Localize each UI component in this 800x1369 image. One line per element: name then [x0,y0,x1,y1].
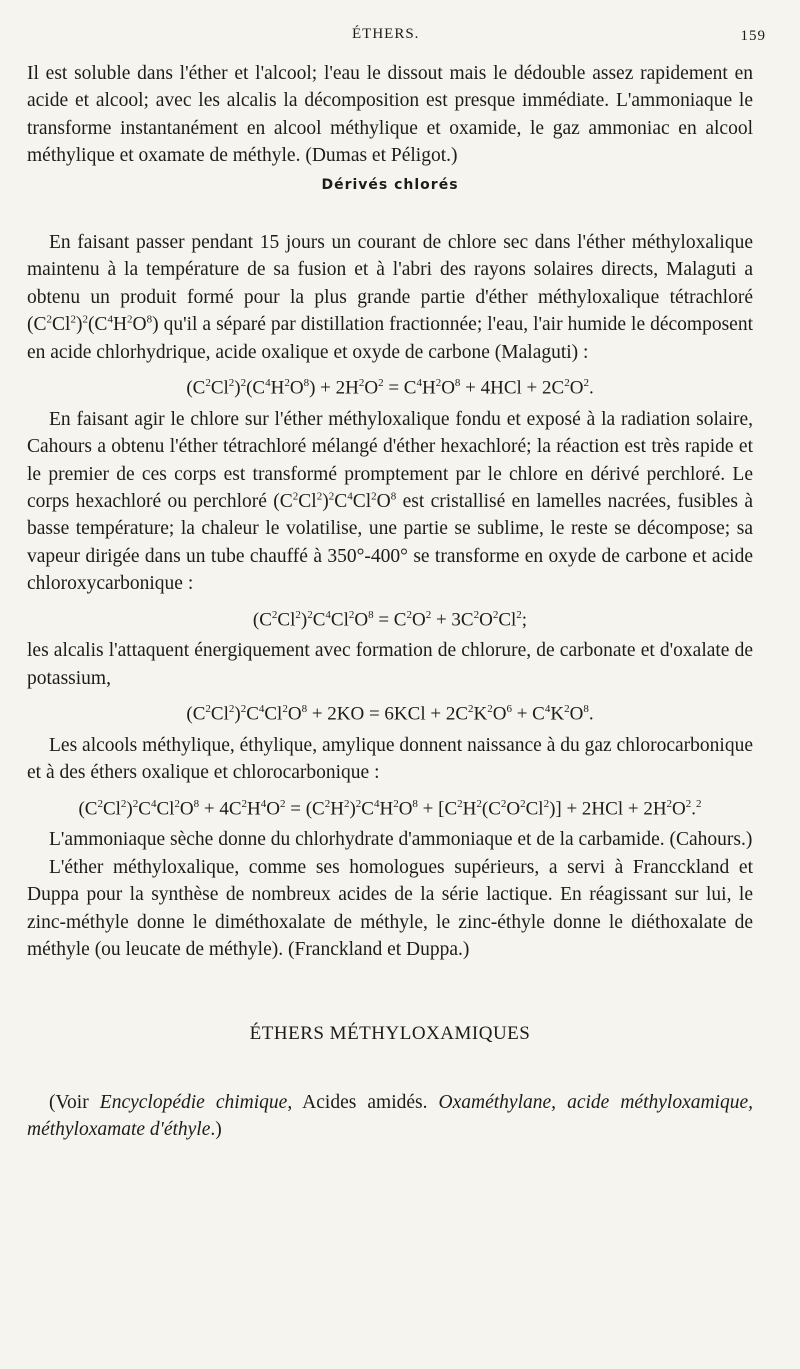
paragraph-reference: (Voir Encyclopédie chimique, Acides amidés. Oxaméthylane, acide méthyloxamique, méthyloxamate d'éthyle.) [27,1091,754,1141]
page-header [0,26,800,50]
paragraph-malaguti: En faisant passer pendant 15 jours un courant de chlore sec dans l'éther méthyloxalique maintenu à la température de sa fusion et à l'abri des rayons solaires directs, Malaguti a obtenu un produit formé pour la plus grande partie d'éther méthyloxalique tétrachloré $(C^2Cl^2)^2(C^4H^2O^8)$ qu'il a séparé par distillation fractionnée; l'eau, l'air humide le décomposent en acide chlorhydrique, acide oxalique et oxyde de carbone (Malaguti) : [27,232,753,363]
chapter-title: ÉTHERS MÉTHYLOXAMIQUES [249,1022,531,1044]
running-head: ÉTHERS. [352,26,420,42]
page-body [27,60,753,1144]
paragraph-alkalis: les alcalis l'attaquent énergiquement avec formation de chlorure, de carbonate et d'oxalate de potassium, [27,640,753,689]
reference-encyclopedia: Encyclopédie chimique [99,1091,288,1113]
formula-2: $(C^2Cl^2)^2C^4Cl^2O^8 = C^2O^2 + 3C^2O^2Cl^2$; [252,608,528,630]
section-title: Dérivés chlorés [321,176,459,193]
paragraph-cahours: En faisant agir le chlore sur l'éther méthyloxalique fondu et exposé à la radiation solaire, Cahours a obtenu l'éther tétrachloré mélangé d'éther hexachloré; la réaction est très rapide et le premier de ces corps est transformé promptement par le chlore en dérivé perchloré. Le corps hexachloré ou perchloré $(C^2Cl^2)^2C^4Cl^2O^8$ est cristallisé en lamelles nacrées, fusibles à basse température; la chaleur le volatilise, une partie se sublime, le reste se décompose; sa vapeur dirigée dans un tube chauffé à 350°-400° se transforme en oxyde de carbone et acide chloroxycarbonique : [27,408,754,595]
formula-3: $(C^2Cl^2)^2C^4Cl^2O^8 + 2KO = 6KCl + 2C^2K^2O^6 + C^4K^2O^8$. [186,703,594,725]
paragraph-ammonia: L'ammoniaque sèche donne du chlorhydrate d'ammoniaque et de la carbamide. (Cahours.) [49,829,753,851]
paragraph-solubility: Il est soluble dans l'éther et l'alcool; l'eau le dissout mais le dédouble assez rapidement en acide et alcool; avec les alcalis la décomposition est presque immédiate. L'ammoniaque le transforme instantanément en alcool méthylique et oxamide, le gaz ammoniac en alcool méthylique et oxamate de méthyle. (Dumas et Péligot.) [27,63,753,167]
paragraph-alcohols: Les alcools méthylique, éthylique, amylique donnent naissance à du gaz chlorocarbonique et à des éthers oxalique et chlorocarbonique : [27,734,753,784]
paragraph-synthesis: L'éther méthyloxalique, comme ses homologues supérieurs, a servi à Francckland et Duppa pour la synthèse de nombreux acides de la série lactique. En réagissant sur lui, le zinc-méthyle donne le diméthoxalate de méthyle, le zinc-éthyle donne le diéthoxalate de méthyle (ou leucate de méthyle). (Franckland et Duppa.) [27,856,753,961]
reference-compounds: Oxaméthylane, acide méthyloxamique, méthyloxamate d'éthyle [27,1091,754,1141]
formula-1: $(C^2Cl^2)^2(C^4H^2O^8) + 2H^2O^2 = C^4H^2O^8 + 4HCl + 2C^2O^2$. [186,377,594,399]
page-number: 159 [740,28,766,44]
formula-4: $(C^2Cl^2)^2C^4Cl^2O^8 + 4C^2H^4O^2 = (C^2H^2)^2C^4H^2O^8 + [C^2H^2(C^2O^2Cl^2)] + 2HCl + 2H^2O^2.^2$ [78,797,702,820]
